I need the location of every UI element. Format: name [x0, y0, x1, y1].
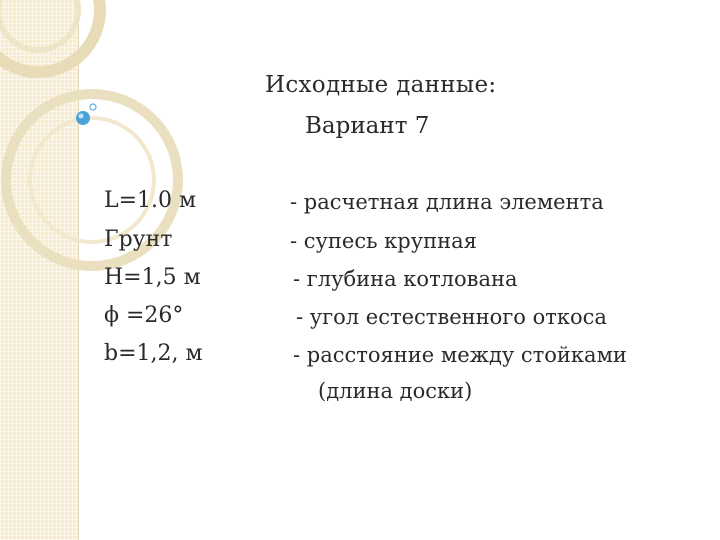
param-label-length: L=1.0 м	[104, 188, 197, 213]
param-desc-soil: - супесь крупная	[290, 229, 477, 253]
slide-subtitle: Вариант 7	[305, 113, 430, 139]
param-desc-depth: - глубина котлована	[293, 267, 518, 291]
param-desc-spacing: - расстояние между стойками	[293, 343, 627, 367]
large-arc-outer	[0, 0, 100, 72]
slide-title: Исходные данные:	[265, 72, 497, 98]
param-label-soil: Грунт	[104, 227, 173, 252]
mid-arc-inner	[30, 118, 154, 242]
param-desc-spacing-continuation: (длина доски)	[318, 379, 473, 403]
small-ring-bullet	[90, 104, 96, 110]
param-label-angle: ϕ =26°	[104, 303, 184, 328]
param-desc-length: - расчетная длина элемента	[290, 190, 604, 214]
large-arc-inner	[0, 0, 78, 50]
blue-bullet-highlight	[79, 114, 84, 119]
param-label-spacing: b=1,2, м	[104, 341, 203, 366]
param-label-depth: H=1,5 м	[104, 265, 201, 290]
param-desc-angle: - угол естественного откоса	[296, 305, 607, 329]
blue-bullet	[76, 111, 90, 125]
